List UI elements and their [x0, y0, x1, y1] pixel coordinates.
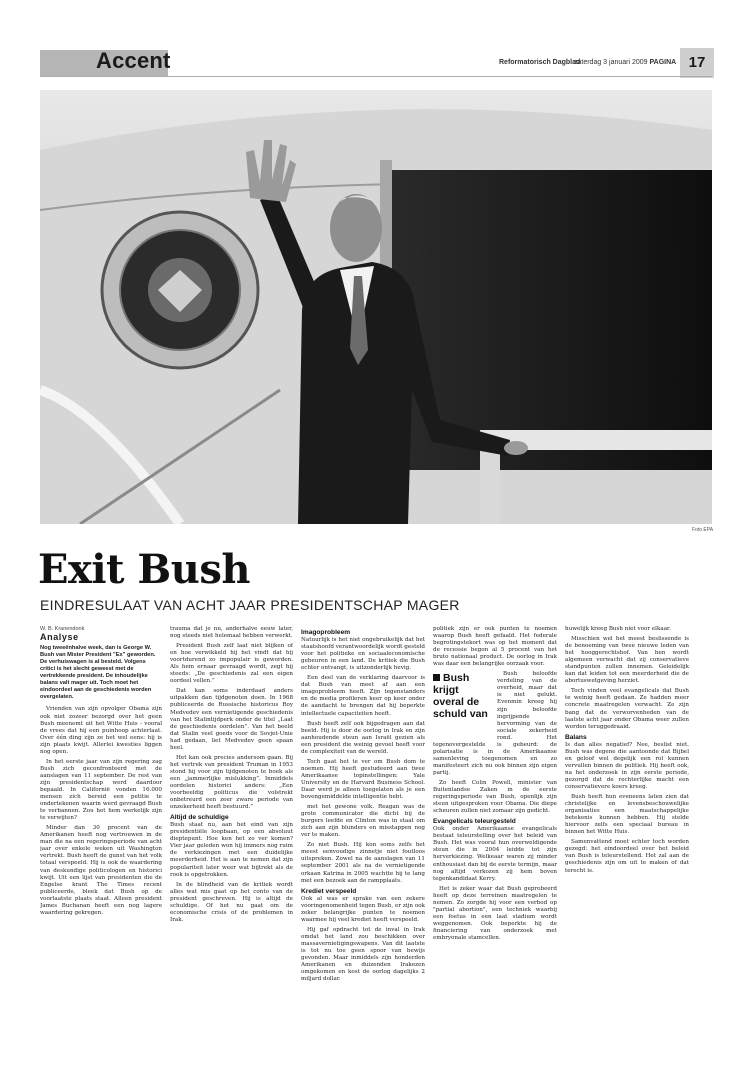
photo-illustration	[40, 90, 712, 524]
rubric-label: Analyse	[40, 632, 79, 643]
paragraph: In de blindheid van de kritiek wordt alles wat mis gaat op het conto van de president geschreven. Hij is altijd de schuldige. Of het nu gaat om de economische crisis of de problemen in Irak.	[170, 881, 293, 923]
paragraph: Bush beloofde verdeling van de overheid, maar dat is niet gelukt. Evenmin kreeg hij zijn beloofde ingrijpende hervorming van de sociale zekerheid rond. Het tegenovergestelde is gebeurd: de polarisatie is in de Amerikaanse samenleving toegenomen en zo manifesteert zich nu ook binnen zijn eigen partij.	[433, 671, 557, 776]
paragraph: Natuurlijk is het niet ongebruikelijk dat het staatshoofd verantwoordelijk wordt gesteld voor het politieke en sociaaleconomische gebeuren in een land. De kritiek die Bush echter ontvangt, is uitzonderlijk hevig.	[301, 637, 425, 672]
article-column-1	[40, 626, 162, 1056]
paragraph: Vrienden van zijn opvolger Obama zijn ook niet zozeer bezorgd over het geen Bush meenemt uit het Witte Huis - vooral de vrees dat hij een puinhoop achterlaat. Over één ding zijn ze het wel eens: hij is zijn plaats kwijt. Allerlei kwesties liggen nog open.	[40, 706, 162, 755]
photo-credit: Foto EPA	[692, 527, 714, 533]
section-name: Accent	[96, 48, 171, 73]
paragraph: Is dan alles negatief? Nee, beslist niet. Bush was degene die aantoonde dat Bijbel en geloof wel degelijk een rol kunnen vervullen binnen de politiek. Hij heeft ook, na het onderzoek in zijn eerste periode, gezorgd dat de rechterlijke macht een conservatievere koers kreeg.	[565, 741, 689, 790]
issue-date-text: zaterdag 3 januari 2009	[574, 59, 648, 66]
subheading: Balans	[565, 733, 587, 741]
issue-date	[574, 59, 676, 66]
paragraph: President Bush zelf laat niet blijken of en hoe verwikkeld hij het vindt dat hij voortdurend zo impopulair is geworden. Als hem ernaar gevraagd wordt, zegt hij steeds: „De geschiedenis zal een eigen oordeel vellen.”	[170, 643, 293, 685]
subheading: Krediet verspeeld	[301, 887, 357, 895]
article-lead: Nog tweeënhalve week, dan is George W. Bush van Mister President "Ex" geworden. De verhuiswagen is al besteld. Volgens critici is het slecht geweest met de vertrekkende president. De inhoudelijke balans valt mager uit. Toch moet het eindoordeel aan de geschiedenis worden overgelaten.	[40, 645, 156, 701]
paragraph: Het is zeker waar dat Bush geprobeerd heeft op deze terreinen maatregelen te nemen. Zo zorgde hij voor een verbod op "partial abortion", een techniek waarbij een foetus in een laat stadium wordt weggenomen. Ook beperkte hij de financiering van onderzoek met embryonale stamcellen.	[433, 885, 557, 941]
paragraph: In het eerste jaar van zijn regering zag Bush zich geconfronteerd met de aanslagen van 11 september. De rest van zijn presidentschap werd daardoor bepaald. In Californië vonden 16.000 mensen zich bereid een petitie te ondertekenen waarin werd gevraagd Bush te verbannen. Zou het hem werkelijk zijn te verwijten?	[40, 758, 162, 822]
pullquote-text: Bush krijgt overal de schuld van	[433, 672, 488, 720]
paragraph: Toch gaat het te ver om Bush dom te noemen. Hij heeft gestudeerd aan twee Amerikaanse topinstellingen: Yale University en de Harvard Business School. Daar werd je alleen toegelaten als je een bovengemiddelde intelligentie hebt.	[301, 758, 425, 801]
paragraph: Bush heeft hun eveneens laten zien dat christelijke en levensbeschouwelijke organisaties een maatschappelijke betekenis kunnen hebben. Hij stelde hiervoor zelfs een speciaal bureau in binnen het Witte Huis.	[565, 794, 689, 836]
paragraph: Bush staat nu, aan het eind van zijn presidentiële loopbaan, op een absoluut dieptepunt. Hoe ken het zo ver komen? Vier jaar geleden won hij immers nog ruim de verkiezingen met een duidelijke meerderheid. Het is aan te nemen dat zijn populariteit later weer wat bijtrekt als de rook is opgetrokken.	[170, 822, 293, 878]
paragraph: Minder dan 30 procent van de Amerikanen heeft nog vertrouwen in de man die na een regeringsperiode van acht jaar over enkele weken uit Washington vertrekt. Bush heeft de gunst van het volk totaal verspeeld. Hij is ook de waardering van deskundige politicologen en historici kwijt. Uit een lijst van presidenten die de Engelse krant The Times recent publiceerde, bleek dat Bush op de voorlaatste plaats staat. Alleen president James Buchanan heeft een nog lagere waardering gekregen.	[40, 825, 162, 916]
paragraph: Hij gaf opdracht tot de inval in Irak omdat het land zou beschikken over massavernietigingswapens. Van dit laatste is tot nu toe geen spoor van bewijs gevonden. Maar inmiddels zijn honderden Amerikanen en duizenden Irakezen omgekomen en kost de oorlog dagelijks 2 miljard dollar.	[301, 926, 425, 983]
paragraph: Ook onder Amerikaanse evangelicals bestaat teleurstelling over het beleid van Bush. Het was vooral hun overweldigende steun die in 2004 leidde tot zijn herverkiezing. Welkeaar waren zij minder enthousiast dan bij de eerste termijn, maar nog altijd verkozen zij hem boven tegenkandidaat Kerry.	[433, 826, 557, 882]
subheading: Imagoprobleem	[301, 629, 351, 636]
subheading: Altijd de schuldige	[170, 814, 229, 822]
paragraph: politiek zijn er ook punten te noemen waarop Bush heeft gefaald. Het federale begrotingstekort was op het moment dat de recessie begon al 5 procent van het bruto nationaal product. De oorlog in Irak was daar een belangrijke oorzaak voor.	[433, 626, 557, 668]
page-header	[40, 48, 712, 78]
article-column-3	[301, 626, 425, 1056]
paragraph: Het kan ook precies andersom gaan. Bij het vertrek van president Truman in 1953 stond hij voor zijn tijdgenoten te boek als een „jammerlijke mislukking”. Inmiddels oordelen historici anders: „Een voorbeeldig politicus die volstrekt onbetreurd een zeer zware periode van onzekerheid heeft bestuurd.”	[170, 754, 293, 811]
paragraph: Bush heeft zelf ook bijgedragen aan dat beeld. Hij is door de oorlog in Irak en zijn aanhoudende steun aan Israël gezien als een president die weinig gevoel heeft voor de complexiteit van de wereld.	[301, 720, 425, 755]
paragraph: Ook al was er sprake van een zekere vooringenomenheid tegen Bush, er zijn ook zeker belangrijke punten te noemen waarmee hij veel krediet heeft verspeeld.	[301, 895, 425, 923]
paragraph: Zo heeft Colin Powell, minister van Buitenlandse Zaken in de eerste regeringsperiode van Bush, openlijk zijn steun uitgesproken voor Obama. Die diepe scheuren zullen niet zomaar zijn gedicht.	[433, 779, 557, 815]
paragraph: Misschien wel het meest beslissende is de benoeming van twee nieuwe leden van het hooggerechtshof. Van hen wordt algemeen verwacht dat zij conservatieve standpunten zullen innemen. Geleidelijk kan dat leiden tot een meerderheid die de abortuswetgeving herziet.	[565, 636, 689, 685]
square-bullet-icon	[433, 674, 440, 681]
article-photo	[40, 90, 712, 524]
paragraph: met het gewone volk. Reagan was de grote communicator die dicht bij de burgers leefde en Clinton was in staat om zich aan zijn blunders en misstappen nog ver te maken.	[301, 804, 425, 839]
paragraph: Een deel van de verklaring daarvoor is dat Bush van meet af aan een imagoprobleem heeft. Zijn tegenstanders en de media profileren keer op keer onder de aandacht te brengen dat hij beperkte intellectuele capaciteiten heeft.	[301, 675, 425, 717]
page-label: PAGINA	[649, 59, 677, 66]
article-column-2	[170, 626, 293, 1056]
subheadline: EINDRESULAAT VAN ACHT JAAR PRESIDENTSCHAP MAGER	[40, 597, 460, 613]
article-column-5	[565, 626, 689, 1056]
author-byline: W. B. Kranendonk	[40, 626, 85, 632]
header-divider	[40, 76, 712, 77]
pullquote	[433, 672, 489, 720]
headline: Exit Bush	[38, 546, 250, 593]
paragraph: Toch vinden veel evangelicals dat Bush te weinig heeft gedaan. Ze hadden meer concrete maatregelen verwacht. Ze zijn bang dat de verworvenheden van de laatste acht jaar onder Obama weer zullen worden teruggedraaid.	[565, 688, 689, 730]
paragraph: trauma dat je nu, anderhalve eeuw later, nog steeds niet helemaal hebben verwerkt.	[170, 626, 293, 640]
paragraph: Samenvattend moet echter toch worden gezegd: het eindoordeel over het beleid van Bush is teleurstellend. Het zal aan de geschiedenis zijn om uit te maken of dat terecht is.	[565, 839, 689, 874]
paragraph: Zo niet Bush. Hij kon soms zelfs het meest eenvoudige zinnetje niet foutloos uitspreken. Zowel na de aanslagen van 11 september 2001 als na de vernietigende orkaan Katrina in 2005 wachtte hij te lang met een bezoek aan de rampplaats.	[301, 842, 425, 884]
paragraph: Dat kan soms inderdaad anders uitpakken dan tijdgenoten doen. In 1968 publiceerde de Russische historicus Roy Medvedev een vernietigende geschiedenis van het Stalintijdperk onder de titel „Laat de geschiedenis oordelen”. Van het beeld dat Stalin veel goeds voor de Sovjet-Unie had gedaan, liet Medvedev geen spaan heel.	[170, 688, 293, 751]
page-number: 17	[680, 48, 714, 78]
paragraph: huwelijk kreeg Bush niet voor elkaar.	[565, 626, 671, 632]
newspaper-brand: Reformatorisch Dagblad	[499, 59, 581, 66]
subheading: Evangelicals teleurgesteld	[433, 818, 516, 826]
